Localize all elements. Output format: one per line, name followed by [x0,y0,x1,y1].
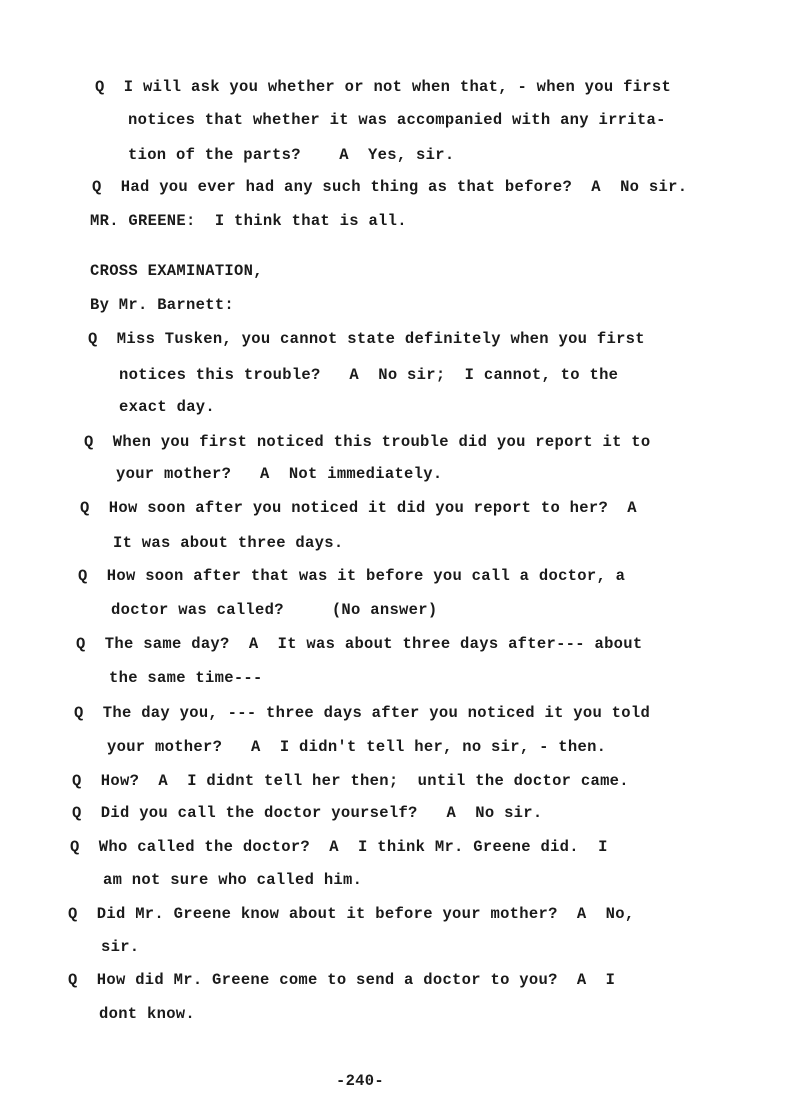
transcript-line: Q The same day? A It was about three days after--- about [76,635,643,653]
transcript-line: sir. [101,938,140,956]
transcript-line: CROSS EXAMINATION, [90,262,263,280]
transcript-line: Q How did Mr. Greene come to send a doctor to you? A I [68,971,616,989]
transcript-line: Q Did Mr. Greene know about it before your mother? A No, [68,905,635,923]
transcript-line: notices that whether it was accompanied with any irrita- [128,111,666,129]
transcript-line: your mother? A I didn't tell her, no sir, - then. [107,738,607,756]
transcript-line: Q When you first noticed this trouble did you report it to [84,433,651,451]
transcript-line: Q How soon after you noticed it did you report to her? A [80,499,637,517]
transcript-line: Q I will ask you whether or not when that, - when you first [95,78,672,96]
transcript-line: Q How? A I didnt tell her then; until the doctor came. [72,772,629,790]
transcript-line: notices this trouble? A No sir; I cannot, to the [119,366,619,384]
transcript-line: dont know. [99,1005,196,1023]
transcript-line: exact day. [119,398,216,416]
transcript-line: your mother? A Not immediately. [116,465,443,483]
transcript-line: MR. GREENE: I think that is all. [90,212,407,230]
transcript-line: tion of the parts? A Yes, sir. [128,146,455,164]
transcript-line: Q Had you ever had any such thing as that before? A No sir. [92,178,688,196]
transcript-line: am not sure who called him. [103,871,363,889]
transcript-line: By Mr. Barnett: [90,296,235,314]
transcript-line: Q How soon after that was it before you call a doctor, a [78,567,626,585]
transcript-line: Q Miss Tusken, you cannot state definitely when you first [88,330,645,348]
transcript-line: Q Did you call the doctor yourself? A No sir. [72,804,543,822]
transcript-line: Q The day you, --- three days after you noticed it you told [74,704,651,722]
transcript-line: It was about three days. [113,534,344,552]
page-number: -240- [335,1072,384,1090]
transcript-line: Q Who called the doctor? A I think Mr. Greene did. I [70,838,608,856]
transcript-line: doctor was called? (No answer) [111,601,438,619]
transcript-line: the same time--- [109,669,263,687]
